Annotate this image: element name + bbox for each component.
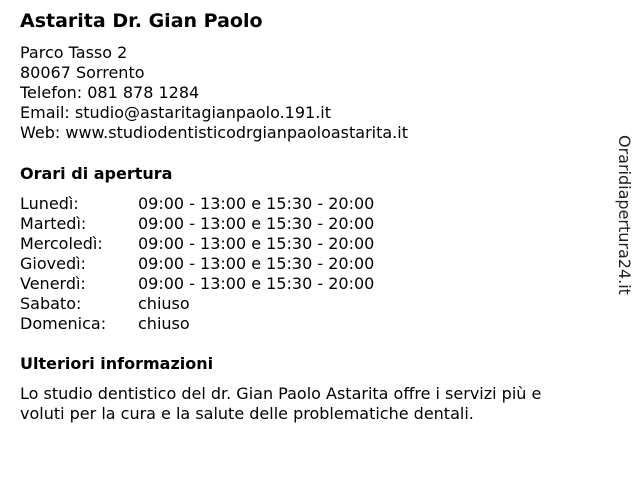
info-description <box>20 384 600 424</box>
address-city: 80067 Sorrento <box>20 63 145 82</box>
day-hours: 09:00 - 13:00 e 15:30 - 20:00 <box>138 194 375 213</box>
hours-row-saturday <box>20 294 440 314</box>
phone-line: Telefon: 081 878 1284 <box>20 83 200 102</box>
hours-row-friday <box>20 274 440 294</box>
day-hours: chiuso <box>138 294 190 313</box>
hours-row-tuesday <box>20 214 440 234</box>
address-street: Parco Tasso 2 <box>20 43 128 62</box>
day-hours: 09:00 - 13:00 e 15:30 - 20:00 <box>138 274 375 293</box>
business-name: Astarita Dr. Gian Paolo <box>20 10 263 32</box>
contact-block <box>20 43 408 143</box>
site-watermark: Oraridiapertura24.it <box>615 135 634 295</box>
day-hours: chiuso <box>138 314 190 333</box>
day-label: Martedì: <box>20 214 87 233</box>
hours-row-thursday <box>20 254 440 274</box>
email-line: Email: studio@astaritagianpaolo.191.it <box>20 103 332 122</box>
day-label: Venerdì: <box>20 274 86 293</box>
description-line: Lo studio dentistico del dr. Gian Paolo Astarita offre i servizi più e <box>20 384 542 403</box>
hours-row-wednesday <box>20 234 440 254</box>
hours-table <box>20 194 440 334</box>
day-hours: 09:00 - 13:00 e 15:30 - 20:00 <box>138 234 375 253</box>
day-label: Giovedì: <box>20 254 86 273</box>
day-label: Sabato: <box>20 294 82 313</box>
day-hours: 09:00 - 13:00 e 15:30 - 20:00 <box>138 214 375 233</box>
day-label: Mercoledì: <box>20 234 103 253</box>
info-heading: Ulteriori informazioni <box>20 354 214 373</box>
day-label: Domenica: <box>20 314 107 333</box>
web-line: Web: www.studiodentisticodrgianpaoloastarita.it <box>20 123 408 142</box>
description-line: voluti per la cura e la salute delle problematiche dentali. <box>20 404 474 423</box>
hours-row-monday <box>20 194 440 214</box>
day-hours: 09:00 - 13:00 e 15:30 - 20:00 <box>138 254 375 273</box>
hours-row-sunday <box>20 314 440 334</box>
day-label: Lunedì: <box>20 194 79 213</box>
hours-heading: Orari di apertura <box>20 164 173 183</box>
